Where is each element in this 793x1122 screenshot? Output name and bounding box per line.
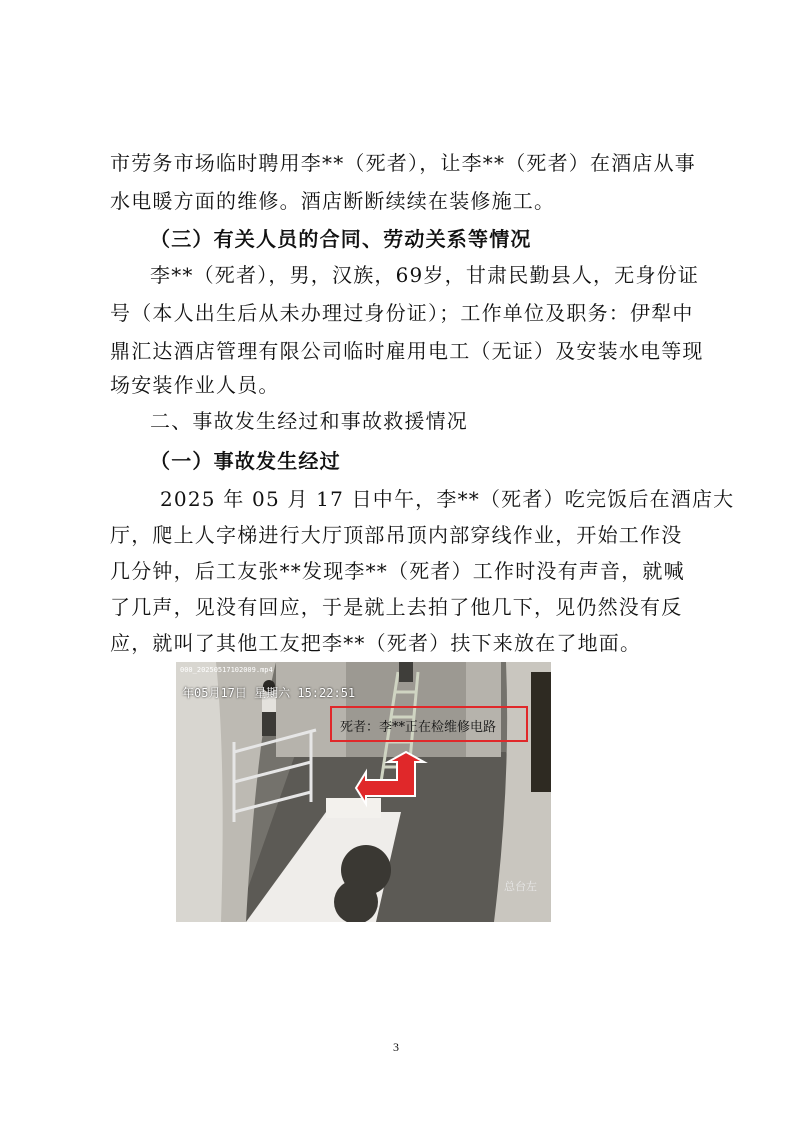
paragraph-line: 号（本人出生后从未办理过身份证）；工作单位及职务：伊犁中: [110, 301, 694, 325]
paragraph-line: 李**（死者），男，汉族，69岁，甘肃民勤县人，无身份证: [150, 263, 700, 287]
section-heading: （一）事故发生经过: [150, 449, 341, 473]
cctv-filename: 000_20250517102009.mp4: [180, 666, 273, 674]
paragraph-line: 市劳务市场临时聘用李**（死者），让李**（死者）在酒店从事: [110, 151, 696, 175]
camera-label: 总台左: [504, 880, 537, 893]
paragraph-line: 鼎汇达酒店管理有限公司临时雇用电工（无证）及安装水电等现: [110, 339, 704, 363]
paragraph-line: 2025 年 05 月 17 日中午，李**（死者）吃完饭后在酒店大: [160, 487, 735, 511]
section-heading: （三）有关人员的合同、劳动关系等情况: [150, 227, 532, 251]
paragraph-line: 水电暖方面的维修。酒店断断续续在装修施工。: [110, 189, 556, 213]
cctv-photo: [176, 662, 551, 922]
cctv-timestamp: 年05月17日 星期六 15:22:51: [182, 686, 356, 700]
chapter-heading: 二、事故发生经过和事故救援情况: [150, 409, 468, 433]
paragraph-line: 了几声，见没有回应，于是就上去拍了他几下，见仍然没有反: [110, 595, 683, 619]
paragraph-line: 场安装作业人员。: [110, 373, 280, 397]
paragraph-line: 厅，爬上人字梯进行大厅顶部吊顶内部穿线作业，开始工作没: [110, 523, 683, 547]
paragraph-line: 应，就叫了其他工友把李**（死者）扶下来放在了地面。: [110, 631, 642, 655]
cctv-scene: [176, 662, 551, 922]
annotation-text: 死者：李**正在检维修电路: [340, 720, 497, 735]
paragraph-line: 几分钟，后工友张**发现李**（死者）工作时没有声音，就喊: [110, 559, 685, 583]
annotation-box: [330, 706, 528, 742]
page-number: 3: [393, 1040, 399, 1054]
